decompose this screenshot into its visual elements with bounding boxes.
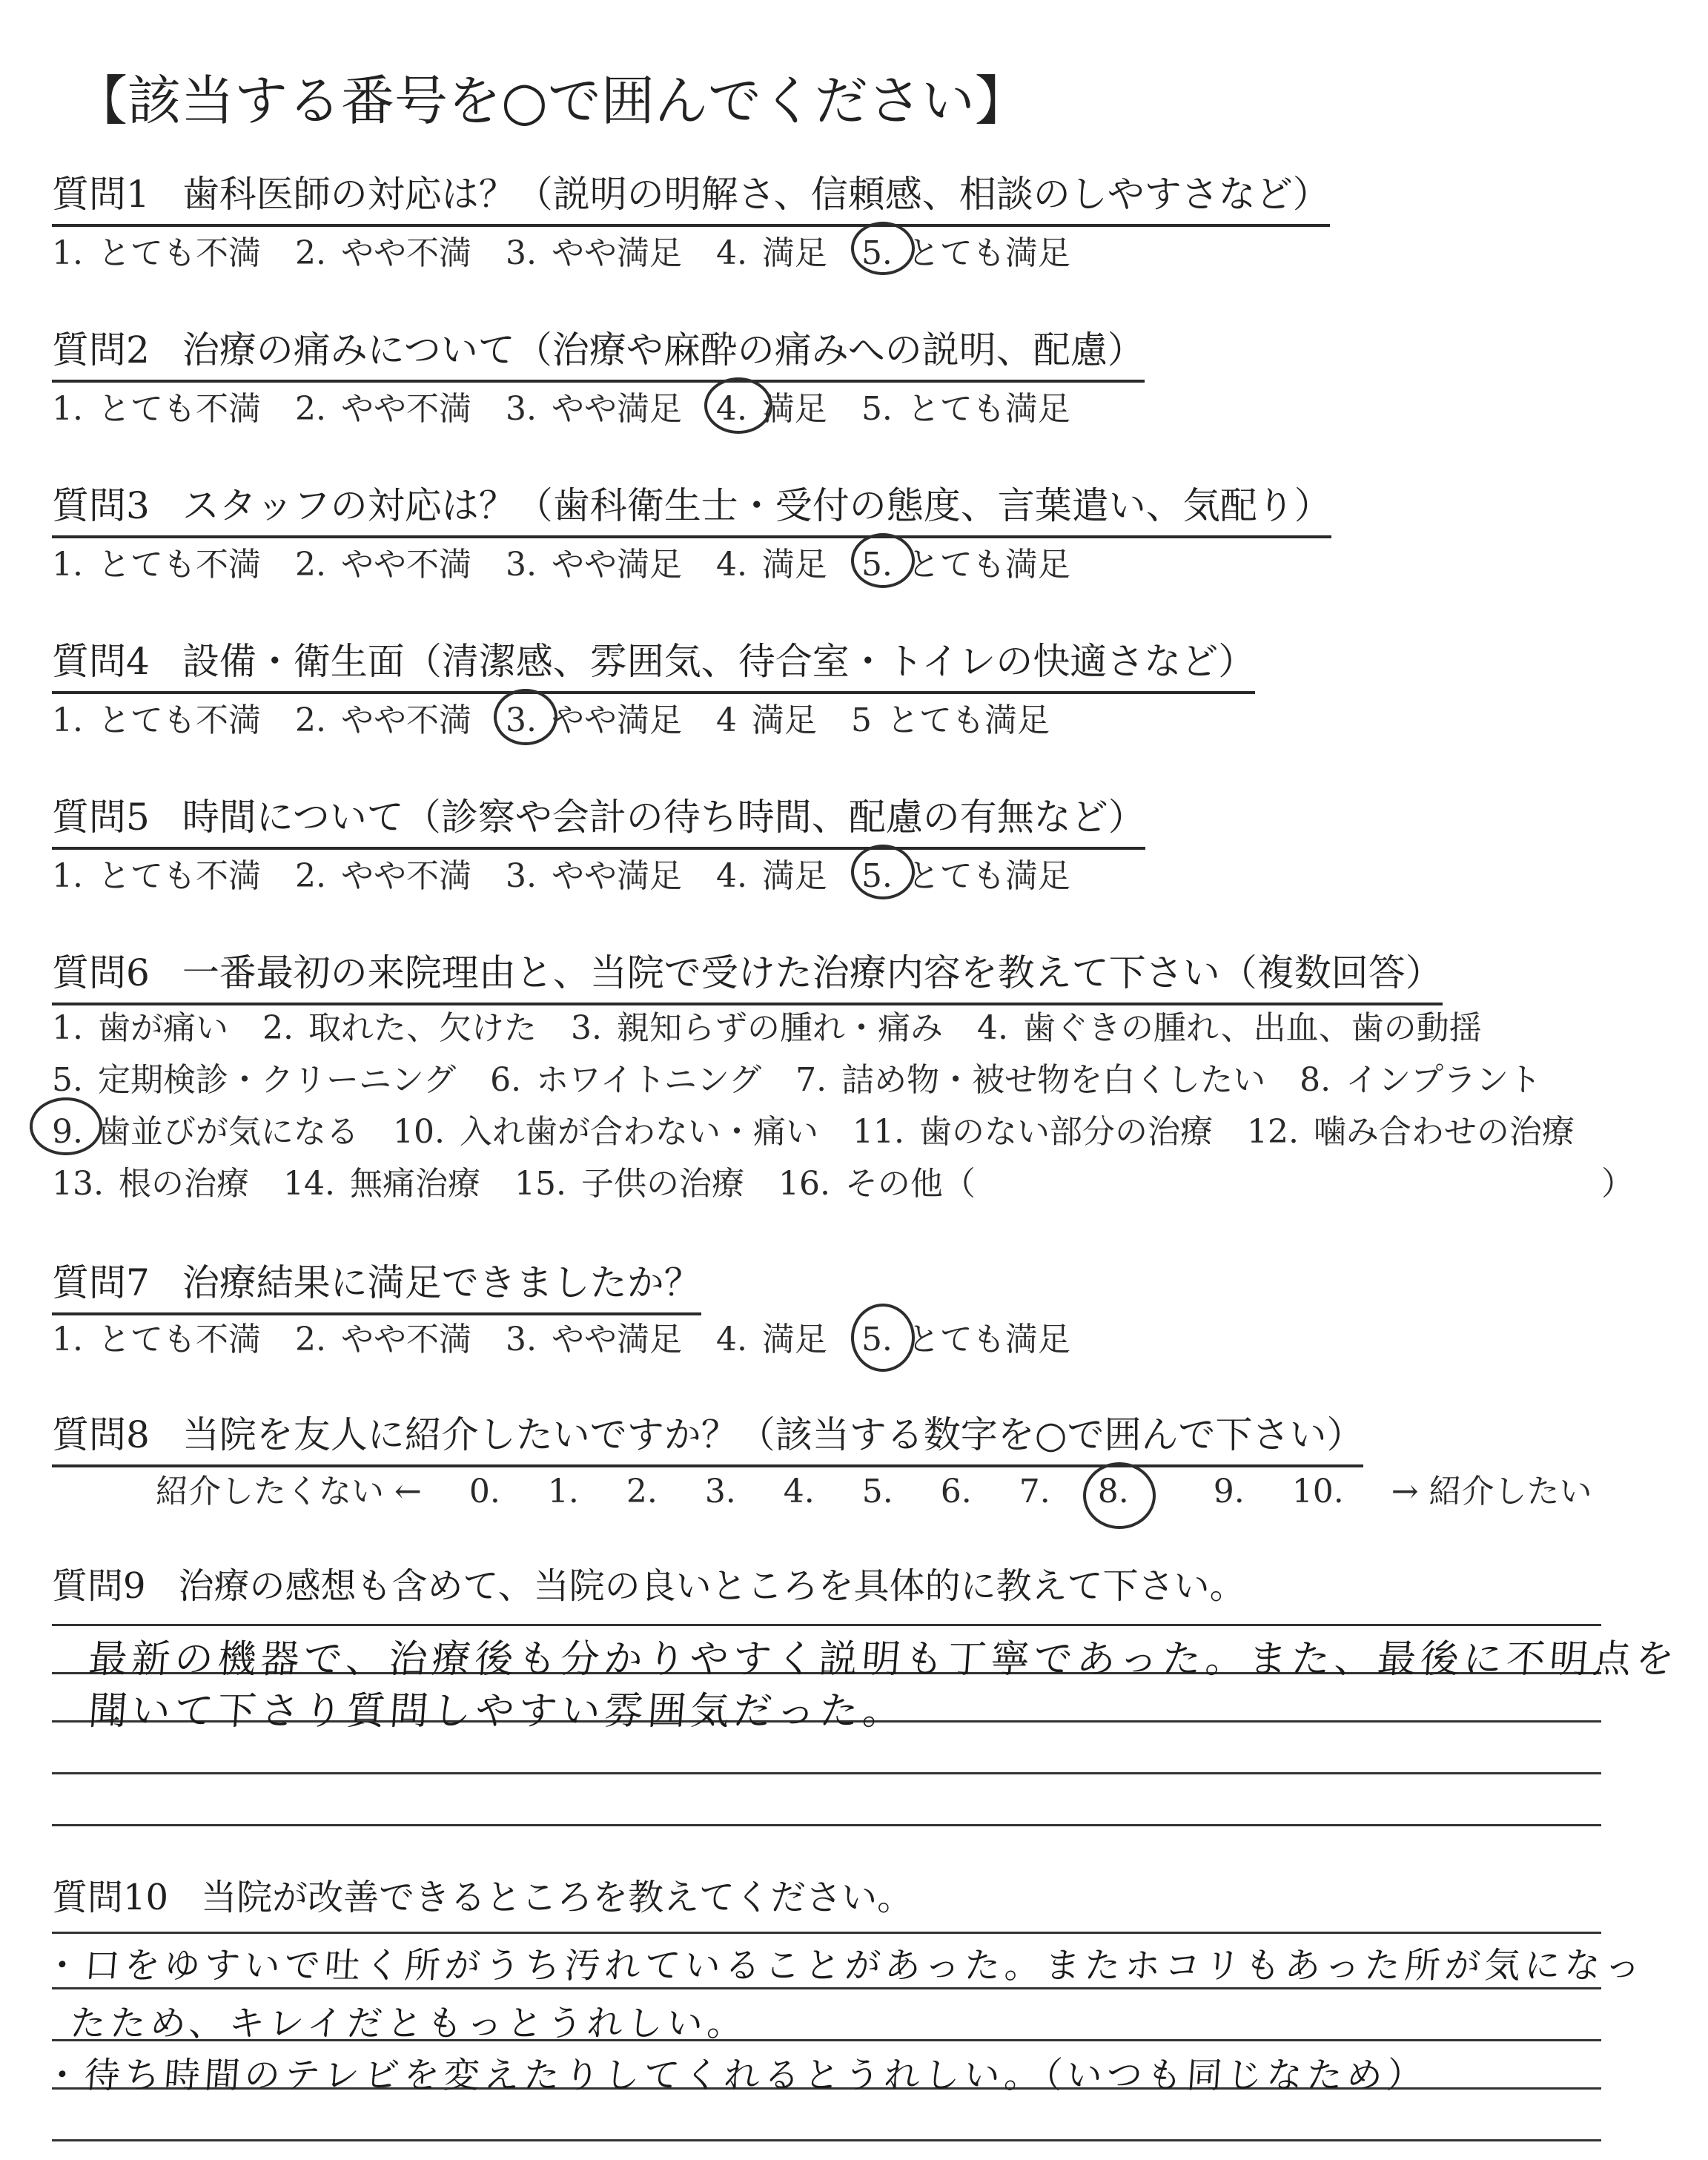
q8-scale-4[interactable]: 4. (783, 1473, 815, 1510)
q3-options (52, 538, 1094, 585)
q1-text: 歯科医師の対応は？（説明の明解さ、信頼感、相談のしやすさなど） (182, 173, 1330, 216)
q6-option-14[interactable]: 14. 無痛治療 (282, 1165, 480, 1203)
q4-option-3[interactable]: 3. やや満足 (506, 693, 682, 741)
q2-number: 質問2 (52, 328, 150, 371)
q8-scale-9[interactable]: 9. (1213, 1473, 1245, 1510)
q10-number: 質問10 (52, 1877, 169, 1918)
q2-option-5[interactable]: 5. とても満足 (861, 390, 1070, 428)
q6-options-row-3 (52, 1105, 1598, 1152)
q8-scale-3[interactable]: 3. (704, 1473, 736, 1510)
q8-title (52, 1405, 1363, 1467)
q3-option-3[interactable]: 3. やや満足 (505, 546, 682, 584)
q8-text: 当院を友人に紹介したいですか？（該当する数字を○で囲んで下さい） (182, 1413, 1364, 1456)
q5-number: 質問5 (52, 796, 150, 839)
q8-number: 質問8 (52, 1413, 150, 1456)
q5-option-4[interactable]: 4. 満足 (715, 857, 827, 895)
q5-option-5[interactable]: 5. とても満足 (861, 849, 1070, 896)
q7-title (52, 1253, 701, 1315)
q1-option-4[interactable]: 4. 満足 (715, 234, 827, 272)
q3-text: スタッフの対応は？（歯科衛生士・受付の態度、言葉遣い、気配り） (182, 484, 1331, 527)
q6-option-8[interactable]: 8. インプラント (1300, 1061, 1542, 1099)
q4-number: 質問4 (52, 640, 150, 683)
q10-answer-line-2: たため、キレイだともっとうれしい。 (68, 2003, 749, 2044)
q6-option-9[interactable]: 9. 歯並びが気になる (52, 1105, 359, 1152)
q10-text: 当院が改善できるところを教えてください。 (201, 1877, 913, 1918)
q8-scale-7[interactable]: 7. (1019, 1473, 1050, 1510)
q2-options (52, 382, 1094, 429)
q10-line-5 (52, 2139, 1601, 2141)
q9-answer-line-1: 最新の機器で、治療後も分かりやすく説明も丁寧であった。また、最後に不明点を (87, 1637, 1681, 1682)
q10-answer-line-1: ・口をゆすいで吐く所がうち汚れていることがあった。またホコリもあった所が気になっ (42, 1945, 1646, 1986)
form-title: 【該当する番号を○で囲んでください】 (74, 70, 1028, 132)
q6-option-13[interactable]: 13. 根の治療 (52, 1165, 249, 1203)
q8-scale-0[interactable]: 0. (469, 1473, 500, 1510)
q6-option-1[interactable]: 1. 歯が痛い (52, 1009, 228, 1047)
q6-option-4[interactable]: 4. 歯ぐきの腫れ、出血、歯の動揺 (976, 1009, 1482, 1047)
q4-title (52, 632, 1255, 694)
q6-options-row-4 (52, 1157, 1634, 1204)
q3-option-2[interactable]: 2. やや不満 (294, 546, 471, 584)
q4-text: 設備・衛生面（清潔感、雰囲気、待合室・トイレの快適さなど） (182, 640, 1256, 683)
q9-number: 質問9 (52, 1565, 146, 1607)
q8-scale (156, 1464, 1629, 1512)
q9-answer-line-2: 聞いて下さり質問しやすい雰囲気だった。 (87, 1689, 907, 1734)
q2-option-4[interactable]: 4. 満足 (716, 382, 827, 429)
q3-title (52, 476, 1331, 538)
q6-options-row-1 (52, 1001, 1506, 1048)
q1-option-3[interactable]: 3. やや満足 (505, 234, 682, 272)
q4-option-2[interactable]: 2. やや不満 (294, 701, 471, 739)
q6-other-close-paren: ） (1601, 1165, 1634, 1203)
q6-options-row-2 (52, 1053, 1565, 1100)
q8-scale-6[interactable]: 6. (940, 1473, 972, 1510)
q2-title (52, 320, 1145, 383)
q6-number: 質問6 (52, 951, 150, 994)
q7-option-3[interactable]: 3. やや満足 (505, 1321, 682, 1358)
q7-options (52, 1312, 1094, 1360)
q8-right-label: → 紹介したい (1391, 1473, 1592, 1510)
q8-scale-2[interactable]: 2. (626, 1473, 658, 1510)
q7-number: 質問7 (52, 1261, 150, 1304)
q1-number: 質問1 (52, 173, 150, 216)
q8-scale-8[interactable]: 8. (1098, 1473, 1166, 1510)
q1-option-2[interactable]: 2. やや不満 (294, 234, 471, 272)
q5-options (52, 849, 1094, 896)
q4-option-1[interactable]: 1. とても不満 (52, 701, 261, 739)
q6-option-11[interactable]: 11. 歯のない部分の治療 (852, 1113, 1213, 1151)
q8-scale-10[interactable]: 10. (1291, 1473, 1344, 1510)
q8-scale-1[interactable]: 1. (547, 1473, 579, 1510)
q6-option-6[interactable]: 6. ホワイトニング (490, 1061, 762, 1099)
q5-text: 時間について（診察や会計の待ち時間、配慮の有無など） (182, 796, 1145, 839)
q9-text: 治療の感想も含めて、当院の良いところを具体的に教えて下さい。 (178, 1565, 1245, 1607)
q6-title (52, 943, 1443, 1005)
q4-option-5[interactable]: 5 とても満足 (850, 701, 1050, 739)
q2-text: 治療の痛みについて（治療や麻酔の痛みへの説明、配慮） (182, 328, 1145, 371)
q9-title (52, 1557, 1245, 1608)
q6-option-10[interactable]: 10. 入れ歯が合わない・痛い (392, 1113, 818, 1151)
q1-option-1[interactable]: 1. とても不満 (52, 234, 261, 272)
q4-options (52, 693, 1073, 741)
q3-option-5[interactable]: 5. とても満足 (861, 538, 1070, 585)
q3-number: 質問3 (52, 484, 150, 527)
q7-option-5[interactable]: 5. とても満足 (861, 1312, 1070, 1360)
q1-option-5[interactable]: 5. とても満足 (861, 226, 1070, 274)
q10-line-1 (52, 1932, 1601, 1934)
q2-option-2[interactable]: 2. やや不満 (294, 390, 471, 428)
q7-option-1[interactable]: 1. とても不満 (52, 1321, 261, 1358)
q6-option-2[interactable]: 2. 取れた、欠けた (262, 1009, 537, 1047)
q9-line-5 (52, 1824, 1601, 1826)
q9-line-4 (52, 1772, 1601, 1774)
q4-option-4[interactable]: 4 満足 (715, 701, 817, 739)
q3-option-4[interactable]: 4. 満足 (715, 546, 827, 584)
q6-option-12[interactable]: 12. 噛み合わせの治療 (1246, 1113, 1575, 1151)
q1-title (52, 165, 1330, 227)
q6-text: 一番最初の来院理由と、当院で受けた治療内容を教えて下さい（複数回答） (182, 951, 1443, 994)
q8-left-label: 紹介したくない ← (156, 1473, 422, 1510)
q1-options (52, 226, 1094, 274)
q7-option-4[interactable]: 4. 満足 (715, 1321, 827, 1358)
q2-option-1[interactable]: 1. とても不満 (52, 390, 261, 428)
q7-text: 治療結果に満足できましたか？ (182, 1261, 701, 1304)
q6-option-5[interactable]: 5. 定期検診・クリーニング (52, 1061, 457, 1099)
q5-option-3[interactable]: 3. やや満足 (505, 857, 682, 895)
q10-title (52, 1869, 913, 1920)
q6-option-7[interactable]: 7. 詰め物・被せ物を白くしたい (795, 1061, 1266, 1099)
q5-option-2[interactable]: 2. やや不満 (294, 857, 471, 895)
q5-option-1[interactable]: 1. とても不満 (52, 857, 261, 895)
q5-title (52, 787, 1145, 850)
q8-scale-5[interactable]: 5. (861, 1473, 893, 1510)
q9-line-1 (52, 1624, 1601, 1626)
q6-option-3[interactable]: 3. 親知らずの腫れ・痛み (570, 1009, 943, 1047)
q10-answer-line-3: ・待ち時間のテレビを変えたりしてくれるとうれしい。（いつも同じなため） (42, 2055, 1429, 2096)
q6-option-15[interactable]: 15. 子供の治療 (514, 1165, 744, 1203)
q7-option-2[interactable]: 2. やや不満 (294, 1321, 471, 1358)
q6-option-16[interactable]: 16. その他（ (778, 1165, 976, 1203)
q3-option-1[interactable]: 1. とても不満 (52, 546, 261, 584)
q2-option-3[interactable]: 3. やや満足 (505, 390, 682, 428)
